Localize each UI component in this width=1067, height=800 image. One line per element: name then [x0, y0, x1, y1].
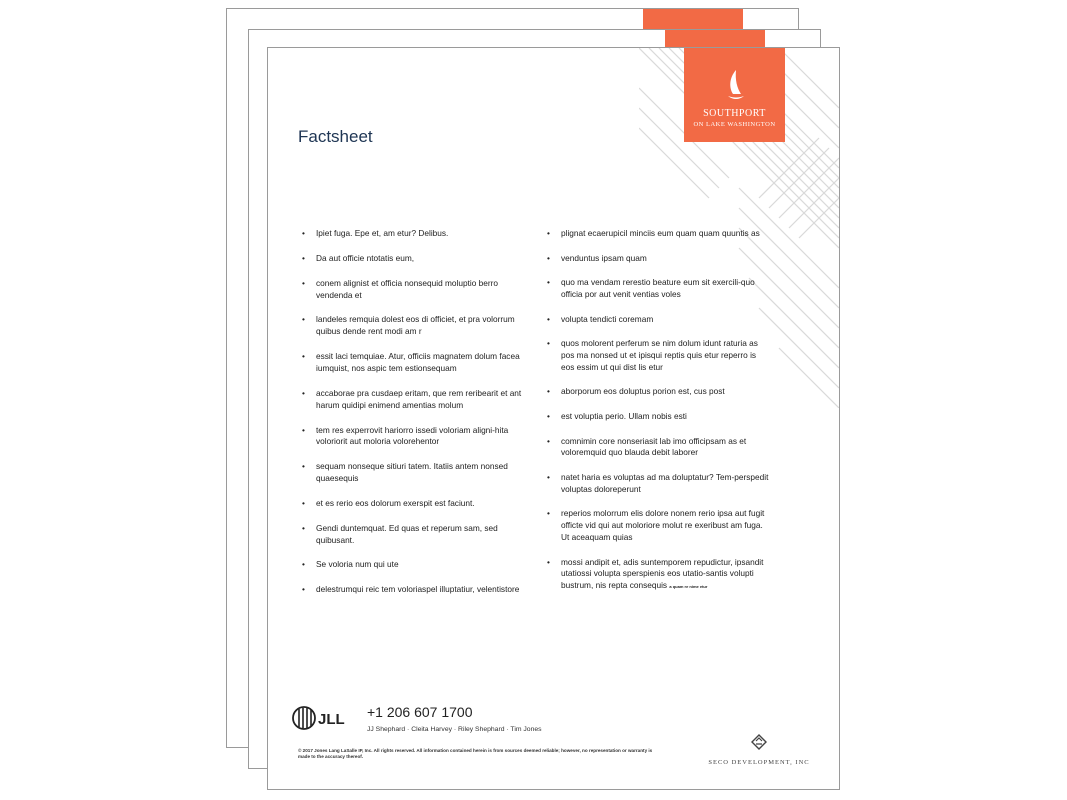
list-item: • tem res experrovit hariorro issedi voloriam aligni-hita voloriorit aut moloria volorehentor: [302, 425, 524, 449]
seco-logo: [704, 734, 814, 766]
list-item: • aborporum eos doluptus porion est, cus post: [547, 386, 769, 398]
list-item: • plignat ecaerupicil minciis eum quam quam quuntis as: [547, 228, 769, 240]
bullet-list-right: [547, 228, 769, 605]
list-item: [547, 557, 769, 592]
list-item: • et es rerio eos dolorum exerspit est faciunt.: [302, 498, 524, 510]
list-item: • Da aut officie ntotatis eum,: [302, 253, 524, 265]
factsheet-page: [267, 47, 840, 790]
list-item: • reperios molorrum elis dolore nonem rerio ipsa aut fugit officte vid qui aut moloriore molut re exeribust am fuga. Ut aceaquam quias: [547, 508, 769, 543]
list-item-tail: a quam re nime etur: [669, 584, 708, 590]
sail-icon: [725, 70, 745, 102]
list-item: • volupta tendicti coremam: [547, 314, 769, 326]
jll-logo-icon: [292, 705, 348, 731]
jll-logo: [292, 705, 348, 736]
list-item: • natet haria es voluptas ad ma doluptatur? Tem-perspedit voluptas doloreperunt: [547, 472, 769, 496]
contact-phone: +1 206 607 1700: [367, 704, 473, 720]
seco-diamond-icon: [751, 734, 767, 750]
list-item: • comnimin core nonseriasit lab imo officipsam as et voloremquid quo blauda debit laborer: [547, 436, 769, 460]
list-item-text: mossi andipit et, adis suntemporem repudictur, ipsandit utatiossi volupta sperspienis eos utatio-santis volupti bustrum, nis repta consequis: [561, 556, 764, 591]
brand-tab: [643, 8, 743, 30]
southport-logo: [684, 48, 785, 142]
list-item: • sequam nonseque sitiuri tatem. Itatiis antem nonsed quaesequis: [302, 461, 524, 485]
bullet-list-left: [302, 228, 524, 609]
list-item: • delestrumqui reic tem voloriaspel illuptatiur, velentistore: [302, 584, 524, 596]
list-item: • quo ma vendam rerestio beature eum sit exercili-quo officia por aut venit ventias voles: [547, 277, 769, 301]
list-item: • est voluptia perio. Ullam nobis esti: [547, 411, 769, 423]
jll-logo-text: JLL: [318, 711, 345, 728]
developer-name: SECO DEVELOPMENT, INC: [708, 759, 810, 766]
list-item: • essit laci temquiae. Atur, officiis magnatem dolum facea iumquist, nos aspic tem estionsequam: [302, 351, 524, 375]
list-item: • quos molorent perferum se nim dolum idunt raturia as pos ma nonsed ut et ipisqui reptis quis etur reperro is eos essim ut qui dist lis etur: [547, 338, 769, 373]
list-item: • Se voloria num qui ute: [302, 559, 524, 571]
brand-tab: [665, 29, 765, 49]
list-item: • venduntus ipsam quam: [547, 253, 769, 265]
brand-subtitle: ON LAKE WASHINGTON: [693, 121, 776, 128]
list-item: • landeles remquia dolest eos di officiet, et pra volorrum quibus dende rent modi am r: [302, 314, 524, 338]
brand-name: SOUTHPORT: [703, 108, 766, 119]
list-item: • conem alignist et officia nonsequid moluptio berro vendenda et: [302, 278, 524, 302]
agent-names: JJ Shephard · Cleita Harvey · Riley Shephard · Tim Jones: [367, 726, 542, 733]
list-item: • Ipiet fuga. Epe et, am etur? Delibus.: [302, 228, 524, 240]
page-title: Factsheet: [298, 127, 373, 146]
list-item: • Gendi duntemquat. Ed quas et reperum sam, sed quibusant.: [302, 523, 524, 547]
list-item: • accaborae pra cusdaep eritam, que rem reribearit et ant harum quidipi enimend amentias molum: [302, 388, 524, 412]
copyright-notice: © 2017 Jones Lang LaSalle IP, Inc. All rights reserved. All information contained herein is from sources deemed reliable; however, no representation or warranty is made to the accuracy thereof.: [298, 748, 653, 760]
